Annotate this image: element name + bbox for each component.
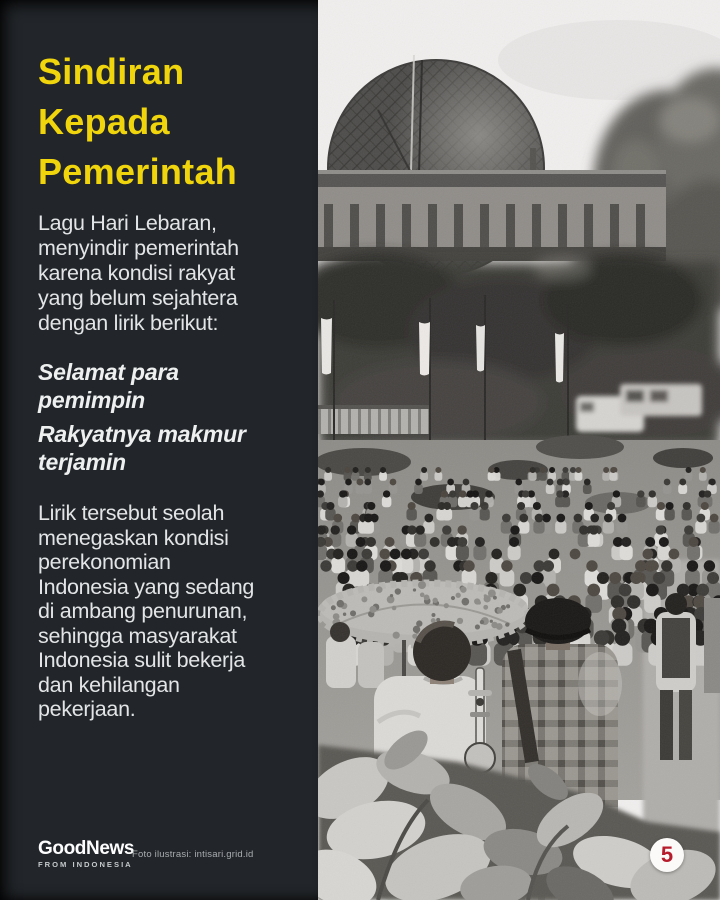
closing-line: Indonesia yang sedang [38, 574, 255, 599]
page-title-line: Pemerintah [38, 151, 238, 192]
closing-line: di ambang penurunan, [38, 599, 248, 623]
page-title [38, 47, 237, 197]
intro-paragraph [38, 211, 239, 336]
intro-line: Lagu Hari Lebaran, [38, 211, 217, 235]
lyric-line: terjamin [38, 449, 126, 475]
lyric-stanza-2 [38, 420, 246, 476]
closing-line: menegaskan kondisi [38, 525, 229, 550]
intro-line: menyindir pemerintah [38, 236, 239, 260]
lyric-line: Selamat para [38, 359, 179, 385]
logo-tagline: FROM INDONESIA [38, 860, 133, 869]
lyric-line: pemimpin [38, 387, 146, 413]
closing-line: Indonesia sulit bekerja [38, 648, 246, 672]
intro-line: karena kondisi rakyat [38, 261, 235, 285]
closing-line: pekerjaan. [38, 697, 136, 721]
page-title-line: Sindiran [38, 51, 185, 92]
intro-line: dengan lirik berikut: [38, 311, 219, 335]
closing-line: dan kehilangan [38, 672, 180, 697]
closing-line: sehingga masyarakat [38, 623, 237, 648]
goodnews-logo [38, 839, 134, 869]
closing-line: Lirik tersebut seolah [38, 501, 225, 525]
photo-credit: Foto ilustrasi: intisari.grid.id [132, 849, 254, 860]
page-number-badge: 5 [650, 838, 684, 872]
photo-illustration [318, 0, 720, 900]
logo-wordmark: GoodNews [38, 838, 135, 859]
intro-line: yang belum sejahtera [38, 286, 238, 310]
page-title-line: Kepada [38, 101, 170, 142]
closing-line: perekonomian [38, 550, 171, 574]
lyric-line: Rakyatnya makmur [38, 421, 246, 447]
closing-paragraph [38, 501, 254, 722]
lyric-stanza-1 [38, 358, 179, 414]
